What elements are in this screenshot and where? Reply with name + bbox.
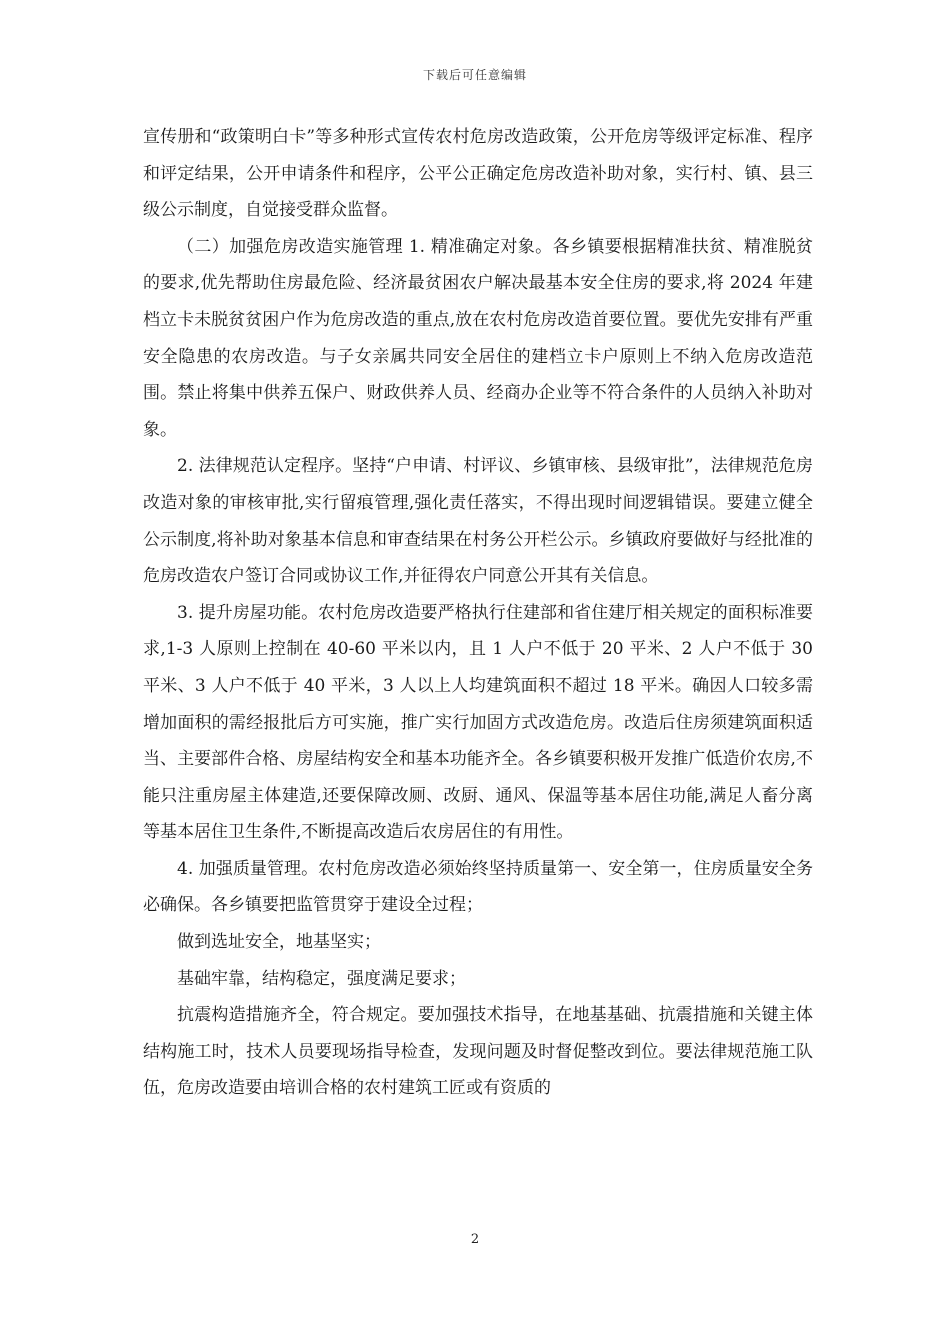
paragraph-6: 做到选址安全，地基坚实； xyxy=(177,932,381,953)
paragraph-1: 宣传册和“政策明白卡”等多种形式宣传农村危房改造政策，公开危房等级评定标准、程序和评定结果，公开申请条件和程序，公平公正确定危房改造补助对象，实行村、镇、县三级公示制度，自觉接受群众监督。 xyxy=(143,127,813,221)
page-number: 2 xyxy=(470,1232,480,1247)
paragraph-5: 4. 加强质量管理。农村危房改造必须始终坚持质量第一、安全第一，住房质量安全务必确保。各乡镇要把监管贯穿于建设全过程； xyxy=(143,858,813,916)
paragraph-7: 基础牢靠，结构稳定，强度满足要求； xyxy=(177,968,466,989)
paragraph-4: 3. 提升房屋功能。农村危房改造要严格执行住建部和省住建厅相关规定的面积标准要求,1-3 人原则上控制在 40-60 平米以内，且 1 人户不低于 20 平米、2 人户不低于 30 平米、3 人户不低于 40 平米，3 人以上人均建筑面积不超过 18 平米。确因人口较多需增加面积的需经报批后方可实施，推广实行加固方式改造危房。改造后住房须建筑面积适当、主要部件合格、房屋结构安全和基本功能齐全。各乡镇要积极开发推广低造价农房,不能只注重房屋主体建造,还要保障改厕、改厨、通风、保温等基本居住功能,满足人畜分离等基本居住卫生条件,不断提高改造后农房居住的有用性。 xyxy=(143,602,813,843)
paragraph-2: （二）加强危房改造实施管理 1. 精准确定对象。各乡镇要根据精准扶贫、精准脱贫的要求,优先帮助住房最危险、经济最贫困农户解决最基本安全住房的要求,将 2024 年建档立卡未脱贫贫困户作为危房改造的重点,放在农村危房改造首要位置。要优先安排有严重安全隐患的农房改造。与子女亲属共同安全居住的建档立卡户原则上不纳入危房改造范围。禁止将集中供养五保户、财政供养人员、经商办企业等不符合条件的人员纳入补助对象。 xyxy=(143,236,813,440)
document-body xyxy=(143,119,813,1107)
paragraph-3: 2. 法律规范认定程序。坚持“户申请、村评议、乡镇审核、县级审批”，法律规范危房改造对象的审核审批,实行留痕管理,强化责任落实，不得出现时间逻辑错误。要建立健全公示制度,将补助对象基本信息和审查结果在村务公开栏公示。乡镇政府要做好与经批准的危房改造农户签订合同或协议工作,并征得农户同意公开其有关信息。 xyxy=(143,456,813,587)
paragraph-8: 抗震构造措施齐全，符合规定。要加强技术指导，在地基基础、抗震措施和关键主体结构施工时，技术人员要现场指导检查，发现问题及时督促整改到位。要法律规范施工队伍，危房改造要由培训合格的农村建筑工匠或有资质的 xyxy=(143,1005,813,1099)
page-header: 下载后可任意编辑 xyxy=(422,68,527,82)
